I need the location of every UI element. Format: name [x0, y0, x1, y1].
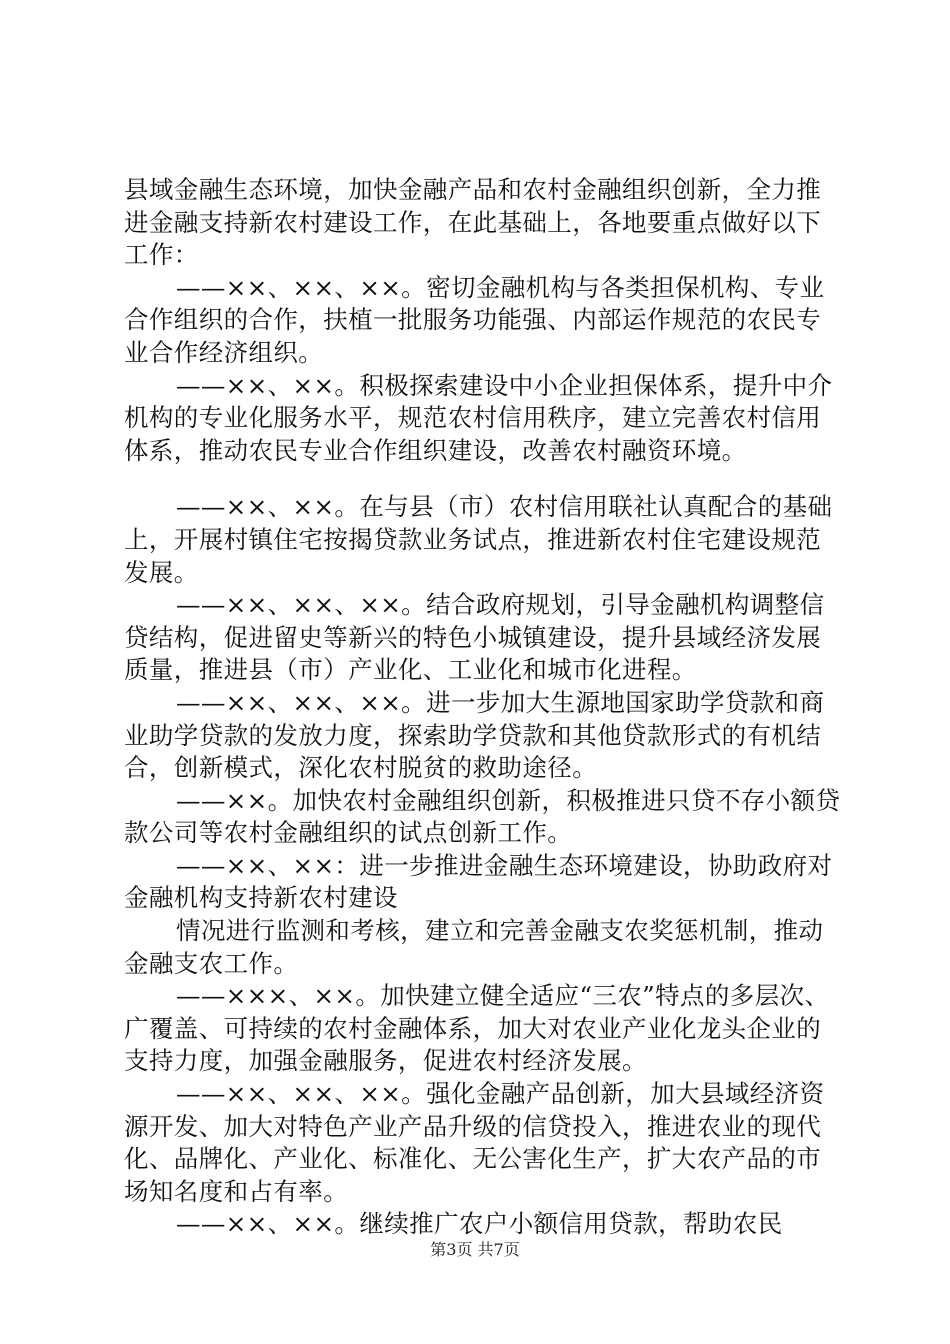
- paragraph-item-8: ——×××、××。加快建立健全适应“三农”特点的多层次、广覆盖、可持续的农村金融体系，加大对农业产业化龙头企业的支持力度，加强金融服务，促进农村经济发展。: [124, 981, 830, 1076]
- paragraph-intro: 县域金融生态环境，加快金融产品和农村金融组织创新，全力推进金融支持新农村建设工作，在此基础上，各地要重点做好以下工作：: [124, 175, 822, 270]
- paragraph-item-1: ——××、××、××。密切金融机构与各类担保机构、专业合作组织的合作，扶植一批服务功能强、内部运作规范的农民专业合作经济组织。: [124, 272, 825, 367]
- paragraph-item-7-continued: 情况进行监测和考核，建立和完善金融支农奖惩机制，推动金融支农工作。: [124, 916, 824, 978]
- paragraph-item-3: ——××、××。在与县（市）农村信用联社认真配合的基础上，开展村镇住宅按揭贷款业务试点，推进新农村住宅建设规范发展。: [124, 492, 833, 587]
- paragraph-item-2: ——××、××。积极探索建设中小企业担保体系，提升中介机构的专业化服务水平，规范农村信用秩序，建立完善农村信用体系，推动农民专业合作组织建设，改善农村融资环境。: [124, 370, 833, 465]
- paragraph-item-6: ——××。加快农村金融组织创新，积极推进只贷不存小额贷款公司等农村金融组织的试点创新工作。: [124, 785, 841, 848]
- paragraph-item-5: ——××、××、××。进一步加大生源地国家助学贷款和商业助学贷款的发放力度，探索助学贷款和其他贷款形式的有机结合，创新模式，深化农村脱贫的救助途径。: [124, 687, 825, 783]
- paragraph-item-4: ——××、××、××。结合政府规划，引导金融机构调整信贷结构，促进留史等新兴的特色小城镇建设，提升县域经济发展质量，推进县（市）产业化、工业化和城市化进程。: [124, 590, 825, 685]
- paragraph-item-10: ——××、××。继续推广农户小额信用贷款，帮助农民: [176, 1209, 783, 1239]
- paragraph-item-7: ——××、××：进一步推进金融生态环境建设，协助政府对金融机构支持新农村建设: [124, 850, 833, 913]
- page-number-footer: 第3页 共7页: [430, 1240, 520, 1259]
- document-body: [124, 174, 844, 1241]
- paragraph-item-9: ——××、××、××。强化金融产品创新，加大县域经济资源开发、加大对特色产业产品升级的信贷投入，推进农业的现代化、品牌化、产业化、标准化、无公害化生产，扩大农产品的市场知名度和占有率。: [124, 1079, 825, 1206]
